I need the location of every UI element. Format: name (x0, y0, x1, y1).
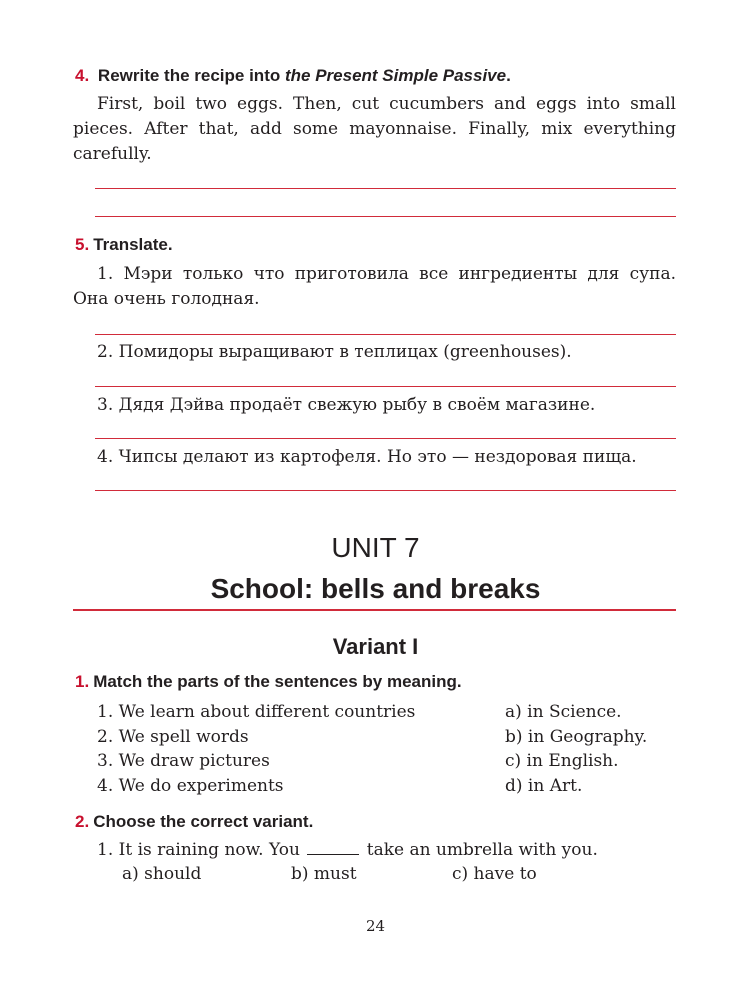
answer-line[interactable] (95, 188, 676, 189)
instruction-text: Rewrite the recipe into (97, 66, 281, 85)
answer-line[interactable] (95, 386, 676, 387)
instruction-end: . (506, 66, 511, 85)
translate-item-2: 2. Помидоры выращивают в теплицах (greenhouses). (97, 342, 572, 362)
answer-blank[interactable] (307, 840, 359, 855)
exercise-1-instruction (75, 672, 462, 692)
page-number: 24 (365, 917, 386, 935)
exercise-number: 5. (75, 235, 90, 254)
recipe-text: First, boil two eggs. Then, cut cucumbers and eggs into small pieces. After that, add some mayonnaise. Finally, mix everything carefully. (73, 94, 676, 164)
answer-line[interactable] (95, 490, 676, 491)
instruction-text: Translate. (93, 235, 173, 254)
match-left-item: 1. We learn about different countries (97, 702, 416, 722)
unit-title: School: bells and breaks (210, 573, 541, 604)
variant-title: Variant I (332, 634, 419, 659)
match-left-item: 2. We spell words (97, 726, 249, 747)
match-right-item: a) in Science. (505, 702, 622, 722)
option-c[interactable]: c) have to (452, 864, 537, 884)
match-left-column (97, 700, 415, 798)
sentence-end: take an umbrella with you. (366, 840, 598, 860)
instruction-emphasis: the Present Simple Passive (284, 66, 507, 85)
exercise-2-instruction (75, 812, 313, 832)
match-right-item: b) in Geography. (505, 726, 648, 747)
unit-label: UNIT 7 (331, 532, 420, 563)
match-right-item: d) in Art. (505, 775, 583, 796)
match-left-item: 3. We draw pictures (97, 751, 270, 771)
match-left-item: 4. We do experiments (97, 775, 284, 796)
translate-item-3: 3. Дядя Дэйва продаёт свежую рыбу в своём магазине. (97, 395, 596, 415)
answer-line[interactable] (95, 334, 676, 335)
translate-item-1: 1. Мэри только что приготовила все ингредиенты для супа. Она очень голодная. (73, 264, 676, 309)
exercise-4-instruction (75, 66, 511, 86)
choice-item-1 (97, 840, 598, 860)
answer-line[interactable] (95, 216, 676, 217)
answer-line[interactable] (95, 438, 676, 439)
unit-divider (73, 609, 676, 611)
match-right-item: c) in English. (505, 751, 619, 771)
instruction-text: Choose the correct variant. (93, 812, 314, 831)
match-right-column (505, 700, 647, 798)
exercise-number: 2. (75, 812, 90, 831)
exercise-5-instruction (75, 235, 173, 255)
option-a[interactable]: a) should (122, 864, 202, 884)
translate-item-4: 4. Чипсы делают из картофеля. Но это — нездоровая пища. (97, 447, 637, 467)
exercise-number: 4. (75, 66, 90, 85)
sentence-start: 1. It is raining now. You (97, 840, 300, 860)
option-b[interactable]: b) must (291, 864, 357, 884)
instruction-text: Match the parts of the sentences by meaning. (93, 672, 462, 691)
exercise-number: 1. (75, 672, 90, 691)
